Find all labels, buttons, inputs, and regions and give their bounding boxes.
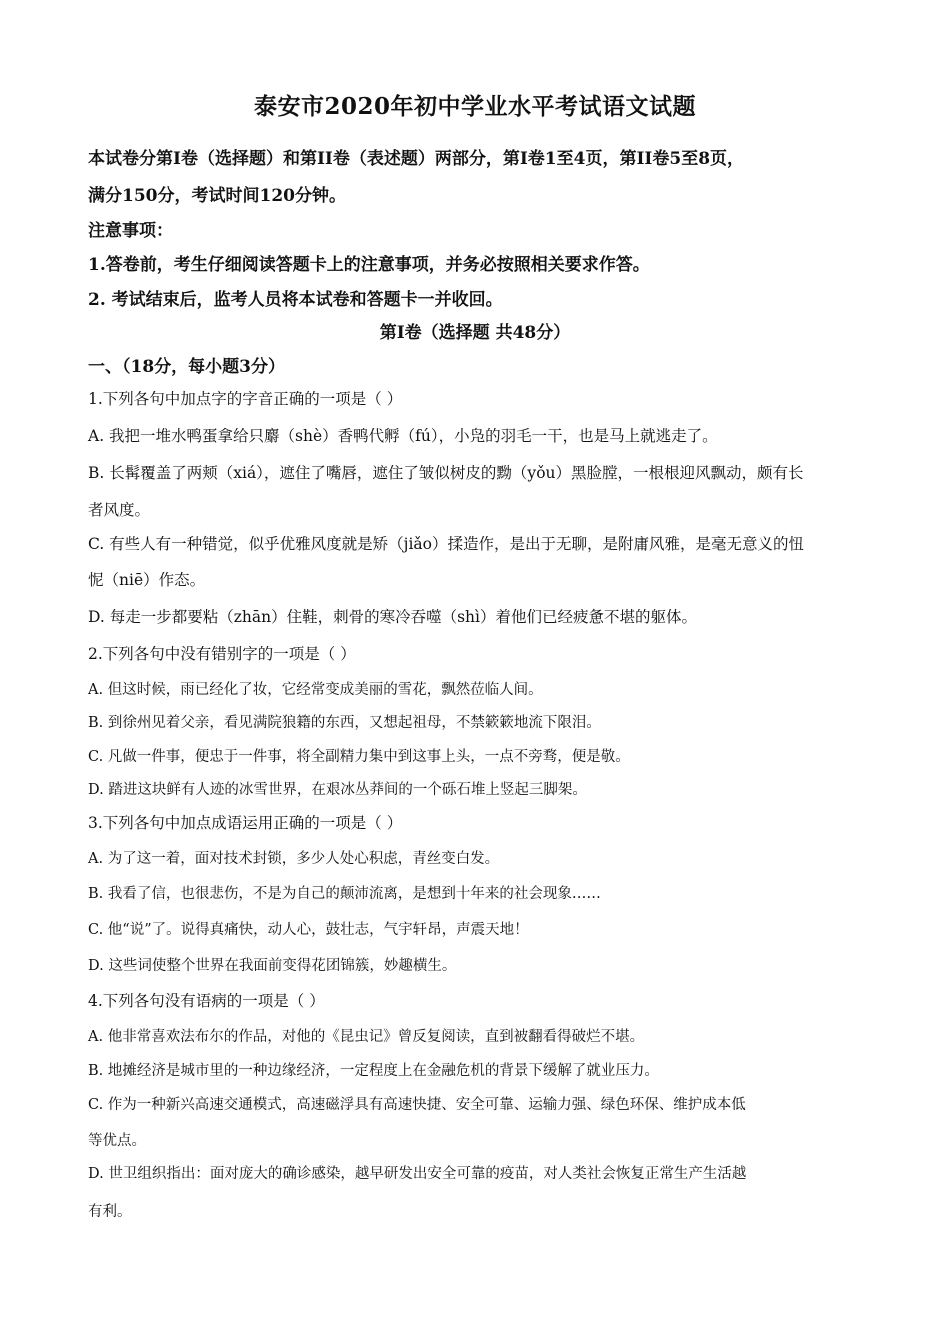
q3-option-b: B. 我看了信，也很悲伤，不是为自己的颠沛流离，是想到十年来的社会现象…… [88, 886, 601, 902]
q3-option-d: D. 这些词使整个世界在我面前变得花团锦簇，妙趣横生。 [88, 958, 457, 974]
q1-stem: 1.下列各句中加点字的字音正确的一项是（ ） [88, 390, 403, 408]
q2-option-d: D. 踏进这块鲜有人迹的冰雪世界，在艰冰丛莽间的一个砾石堆上竖起三脚架。 [88, 782, 587, 798]
part-heading: 一、（18分，每小题3分） [88, 357, 285, 377]
notes-heading: 注意事项： [88, 221, 173, 241]
q3-option-a: A. 为了这一着，面对技术封锁，多少人处心积虑，青丝变白发。 [88, 851, 500, 867]
q4-option-c: C. 作为一种新兴高速交通模式，高速磁浮具有高速快捷、安全可靠、运输力强、绿色环保、维护成本低 [88, 1097, 746, 1113]
q4-option-a: A. 他非常喜欢法布尔的作品，对他的《昆虫记》曾反复阅读，直到被翻看得破烂不堪。 [88, 1029, 645, 1045]
q3-option-c: C. 他“说”了。说得真痛快，动人心，鼓壮志，气宇轩昂，声震天地！ [88, 922, 529, 938]
exam-title: 泰安市2020年初中学业水平考试语文试题 [253, 93, 696, 120]
q2-option-a: A. 但这时候，雨已经化了妆，它经常变成美丽的雪花，飘然莅临人间。 [88, 682, 543, 698]
note-2: 2. 考试结束后，监考人员将本试卷和答题卡一并收回。 [88, 290, 503, 310]
q2-option-c: C. 凡做一件事，便忠于一件事，将全副精力集中到这事上头，一点不旁骛，便是敬。 [88, 749, 630, 765]
q4-stem: 4.下列各句没有语病的一项是（ ） [88, 992, 325, 1010]
q2-option-b: B. 到徐州见着父亲，看见满院狼籍的东西，又想起祖母，不禁簌簌地流下限泪。 [88, 715, 601, 731]
q1-option-d: D. 每走一步都要粘（zhān）住鞋，刺骨的寒冷吞噬（shì）着他们已经疲惫不堪的躯体。 [88, 608, 697, 626]
q4-option-b: B. 地摊经济是城市里的一种边缘经济，一定程度上在金融危机的背景下缓解了就业压力。 [88, 1063, 659, 1079]
q4-option-d-cont: 有利。 [88, 1204, 132, 1220]
q4-option-c-cont: 等优点。 [88, 1133, 146, 1149]
q1-option-a: A. 我把一堆水鸭蛋拿给只麝（shè）香鸭代孵（fú），小凫的羽毛一干，也是马上就逃走了。 [88, 427, 718, 445]
q1-option-b: B. 长髯覆盖了两颊（xiá），遮住了嘴唇，遮住了皱似树皮的黝（yǒu）黑脸膛，一根根迎风飘动，颇有长 [88, 464, 804, 482]
intro-line-1: 本试卷分第Ⅰ卷（选择题）和第II卷（表述题）两部分，第Ⅰ卷1至4页，第II卷5至8页， [88, 149, 745, 169]
q2-stem: 2.下列各句中没有错别字的一项是（ ） [88, 645, 356, 663]
intro-line-2: 满分150分，考试时间120分钟。 [88, 186, 346, 206]
q1-option-b-cont: 者风度。 [88, 501, 151, 519]
note-1: 1.答卷前，考生仔细阅读答题卡上的注意事项，并务必按照相关要求作答。 [88, 255, 650, 275]
q3-stem: 3.下列各句中加点成语运用正确的一项是（ ） [88, 814, 403, 832]
q1-option-c: C. 有些人有一种错觉，似乎优雅风度就是矫（jiǎo）揉造作，是出于无聊，是附庸风雅，是毫无意义的忸 [88, 535, 805, 553]
q1-option-c-cont: 怩（niē）作态。 [88, 571, 206, 589]
q4-option-d: D. 世卫组织指出：面对庞大的确诊感染，越早研发出安全可靠的疫苗，对人类社会恢复正常生产生活越 [88, 1166, 747, 1182]
section-title: 第Ⅰ卷（选择题 共48分） [379, 323, 571, 343]
